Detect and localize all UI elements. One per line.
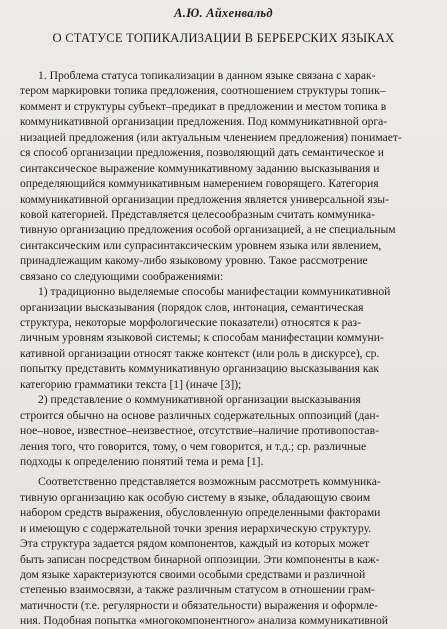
- article-title: О СТАТУСЕ ТОПИКАЛИЗАЦИИ В БЕРБЕРСКИХ ЯЗЫКАХ: [52, 31, 395, 45]
- text-line: коммуникативной организации предложения является универсальной язы-: [20, 192, 389, 206]
- text-line: степенью взаимосвязи, а также различным статусом в отношении грам-: [20, 583, 375, 597]
- text-line: синтаксическое выражение коммуникативному заданию высказывания и: [20, 161, 380, 175]
- text-line: коммуникативной организации предложения. Под коммуникативной орга-: [20, 115, 388, 129]
- text-line: Соответственно представляется возможным рассмотреть коммуника-: [38, 475, 381, 489]
- text-line: структура, некоторые морфологические показатели) относятся к раз-: [20, 316, 361, 329]
- text-line: ления того, что говорится, тому, о чем говорится, и т.д.; ср. различные: [20, 439, 367, 453]
- text-line: коммент и структуры субъект–предикат в предложении и местом топика в: [20, 99, 387, 113]
- text-line: низацией предложения (или актуальным членением предложения) понимает-: [20, 130, 402, 144]
- text-line: строится обычно на основе различных содержательных оппозиций (дан-: [20, 408, 380, 422]
- text-line: матичности (т.е. регулярности и обязательности) выражения и оформле-: [20, 598, 379, 612]
- text-line: 2) представление о коммуникативной организации высказывания: [38, 393, 361, 407]
- text-line: ся способ организации предложения, позволяющий дать семантическое и: [20, 146, 385, 160]
- text-line: личным уровням языковой системы; к способам манифестации коммуни-: [20, 331, 384, 345]
- text-line: ное–новое, известное–неизвестное, отсутствие–наличие противопостав-: [20, 424, 379, 438]
- text-line: категорию грамматики текста [1] (иначе [3]);: [20, 377, 242, 391]
- text-line: ния. Подобная попытка «многокомпонентного» анализа коммуникативной: [20, 614, 389, 628]
- text-line: организации высказывания (порядок слов, интонация, семантическая: [20, 300, 364, 314]
- text-line: и имеющую с содержательной точки зрения иерархическую структуру.: [20, 521, 372, 535]
- text-line: ковой категорией. Представляется целесообразным считать коммуника-: [20, 207, 375, 221]
- text-line: попытку представить коммуникативную организацию высказывания как: [20, 362, 379, 376]
- author-name: А.Ю. Айхенвальд: [174, 6, 273, 20]
- text-line: связано со следующими соображениями:: [20, 269, 224, 283]
- text-line: определяющийся коммуникативным намерением говорящего. Категория: [20, 177, 379, 191]
- text-line: тивную организацию как особую систему в языке, обладающую своим: [20, 490, 371, 504]
- text-line: дом языке характеризуются своими особыми средствами и различной: [20, 568, 366, 581]
- text-line: кативной организации относят также контекст (или роль в дискурсе), ср.: [20, 346, 380, 360]
- article-body: [20, 68, 427, 629]
- text-line: подходы к определению понятий тема и рема [1].: [20, 454, 264, 468]
- text-line: 1) традиционно выделяемые способы манифестации коммуникативной: [38, 285, 391, 299]
- text-line: синтаксическим или супрасинтаксическим уровнем языка или явлением,: [20, 238, 382, 252]
- text-line: быть записан посредством бинарной оппозиции. Эти компоненты в каж-: [20, 552, 380, 566]
- text-line: набором средств выражения, обусловленную определенными факторами: [20, 506, 381, 520]
- text-line: принадлежащим какому-либо языковому уровню. Такое рассмотрение: [20, 254, 368, 268]
- text-line: 1. Проблема статуса топикализации в данном языке связана с харак-: [38, 69, 376, 82]
- text-line: тером маркировки топика предложения, соотношением структуры топик–: [20, 84, 386, 98]
- text-line: тивную организацию предложения особой организацией, а не специальным: [20, 223, 396, 237]
- text-line: Эта структура задается рядом компонентов, каждый из которых может: [20, 537, 370, 551]
